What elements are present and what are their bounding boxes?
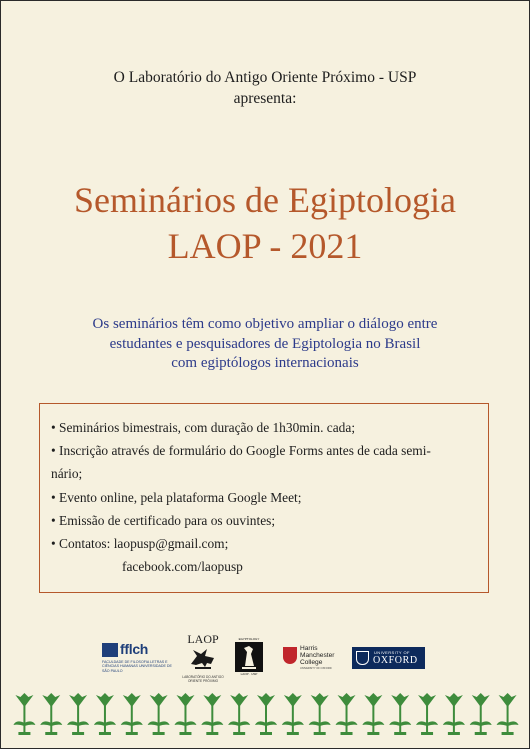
lotus-motif-icon [362, 693, 384, 735]
harris-subtitle: UNIVERSITY OF OXFORD [300, 666, 332, 670]
oxford-small-text: UNIVERSITY OF [374, 650, 410, 655]
lotus-motif-icon [228, 693, 250, 735]
lotus-motif-icon [94, 693, 116, 735]
intro-line-2: apresenta: [233, 90, 297, 107]
description-line-3: com egiptólogos internacionais [171, 355, 359, 371]
logo-strip [1, 631, 529, 681]
detail-item-contact-facebook: facebook.com/laopusp [122, 559, 243, 575]
fflch-subtitle: FACULDADE DE FILOSOFIA LETRAS E CIÊNCIAS HUMANAS UNIVERSIDADE DE SÃO PAULO [102, 660, 172, 673]
oxford-logo [352, 647, 425, 669]
lotus-motif-icon [389, 693, 411, 735]
fflch-mark-icon [102, 643, 118, 657]
detail-item-contact-email: • Contatos: laopusp@gmail.com; [51, 536, 229, 552]
laop-name: LAOP [187, 632, 219, 646]
laop-logo [181, 633, 225, 681]
harris-line-3: College [300, 659, 323, 667]
harris-manchester-logo [283, 645, 343, 673]
egyptology-block [235, 642, 263, 672]
detail-item-online: • Evento online, pela plataforma Google Meet; [51, 489, 302, 505]
lotus-motif-icon [13, 693, 35, 735]
description-line-2: estudantes e pesquisadores de Egiptologia no Brasil [109, 335, 421, 352]
winged-lion-icon [187, 646, 219, 670]
harris-shield-icon [283, 647, 297, 664]
lotus-motif-icon [201, 693, 223, 735]
lotus-motif-icon [309, 693, 331, 735]
lotus-motif-icon [67, 693, 89, 735]
detail-item-registration-cont: nário; [51, 466, 83, 482]
lotus-motif-icon [255, 693, 277, 735]
hieroglyph-icon [235, 642, 263, 672]
title-line-2: LAOP - 2021 [167, 226, 363, 266]
harris-line-2: Manchester [300, 652, 335, 660]
lotus-motif-icon [497, 693, 519, 735]
egyptology-header: EGYPTOLOGY [238, 637, 260, 641]
oxford-crest-icon [356, 651, 369, 665]
lotus-motif-icon [416, 693, 438, 735]
egyptology-footer: LAOP · USP [240, 672, 258, 676]
intro-text [1, 67, 529, 109]
fflch-logo [102, 643, 172, 679]
oxford-big-text: OXFORD [373, 655, 418, 666]
laop-subtitle: LABORATÓRIO DO ANTIGO ORIENTE PRÓXIMO [182, 675, 224, 683]
lotus-motif-icon [282, 693, 304, 735]
title-line-1: Seminários de Egiptologia [74, 180, 456, 220]
description [1, 315, 529, 374]
lotus-motif-icon [443, 693, 465, 735]
lotus-motif-icon [174, 693, 196, 735]
description-line-1: Os seminários têm como objetivo ampliar o diálogo entre [92, 316, 438, 332]
lotus-motif-icon [336, 693, 358, 735]
lotus-motif-icon [121, 693, 143, 735]
detail-item-certificate: • Emissão de certificado para os ouvintes; [51, 512, 276, 528]
lotus-frieze-border [11, 693, 521, 737]
detail-item-registration: • Inscrição através de formulário do Google Forms antes de cada semi- [51, 443, 431, 459]
page-title [1, 177, 529, 269]
egyptology-logo [234, 637, 264, 681]
intro-line-1: O Laboratório do Antigo Oriente Próximo - USP [113, 69, 417, 86]
harris-name [300, 645, 334, 670]
fflch-name: fflch [120, 641, 149, 657]
lotus-motif-icon [40, 693, 62, 735]
harris-line-1: Harris [300, 645, 318, 652]
details-box [39, 403, 489, 593]
detail-item-schedule: • Seminários bimestrais, com duração de 1h30min. cada; [51, 420, 356, 435]
lotus-motif-icon [470, 693, 492, 735]
lotus-motif-icon [148, 693, 170, 735]
